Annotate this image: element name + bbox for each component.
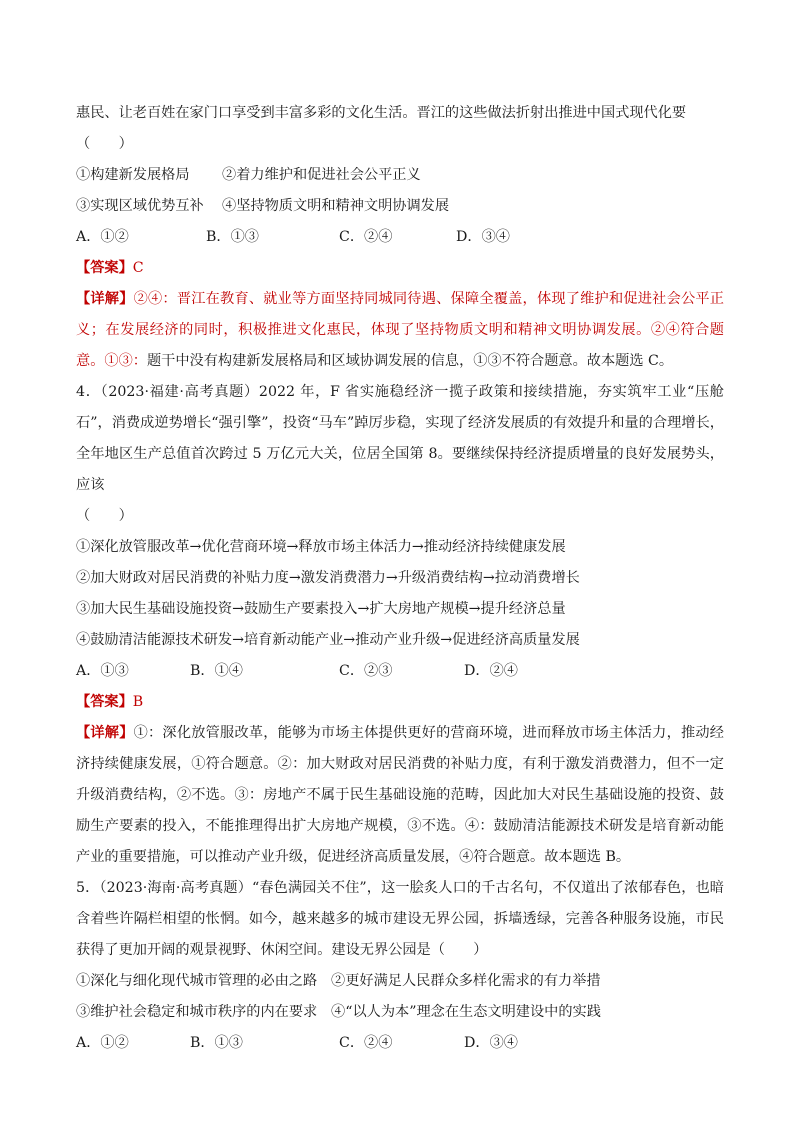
q4-choice-b: B．①④ [190,663,243,679]
q5-choices [76,1028,724,1059]
q5-options-row-1 [76,966,724,997]
q3-answer-value: C [132,260,144,276]
q3-answer-paren: （ ） [76,136,133,152]
q3-option-2: ②着力维护和促进社会公平正义 [222,167,421,183]
q5-option-1: ①深化与细化现代城市管理的必由之路 [76,973,318,989]
q4-choice-d: D．②④ [464,663,518,679]
q3-detail-red: ②④：晋江在教育、就业等方面坚持同城同待遇、保障全覆盖，体现了维护和促进社会公平正义；在发展经济的同时，积极推进文化惠民，体现了坚持物质文明和精神文明协调发展。②④符合题意。①③： [76,291,724,369]
q4-option-4: ④鼓励清洁能源技术研发→培育新动能产业→推动产业升级→促进经济高质量发展 [76,632,580,648]
q4-stem: 4．（2023·福建·高考真题）2022 年，F 省实施稳经济一揽子政策和接续措施，夯实筑牢工业“压舱石”，消费成逆势增长“强引擎”，投资“马车”踔厉步稳，实现了经济发展质的有效提升和量的合理增长，全年地区生产总值首次跨过 5 万亿元大关，位居全国第 8。要继续保持经济提质增量的良好发展势头，应该 [76,384,724,493]
q4-detail-tag: 【详解】 [76,725,134,741]
q5-stem: 5．（2023·海南·高考真题）“春色满园关不住”，这一脍炙人口的千古名句，不仅道出了浓郁春色，也暗含着些许隔栏相望的怅惘。如今，越来越多的城市建设无界公园，拆墙透绿，完善各种服务设施，市民获得了更加开阔的观景视野、休闲空间。建设无界公园是（ ） [76,880,724,958]
q3-option-3: ③实现区域优势互补 [76,198,204,214]
q5-choice-d: D．③④ [464,1035,518,1051]
q3-option-1: ①构建新发展格局 [76,167,190,183]
q4-option-3: ③加大民生基础设施投资→鼓励生产要素投入→扩大房地产规模→提升经济总量 [76,601,566,617]
q4-option-2: ②加大财政对居民消费的补贴力度→激发消费潜力→升级消费结构→拉动消费增长 [76,570,580,586]
q4-answer [76,687,724,718]
q5-option-4: ④“以人为本”理念在生态文明建设中的实践 [331,1004,601,1020]
q3-choice-d: D．③④ [456,229,510,245]
q4-detail [76,718,724,873]
q4-choice-c: C．②③ [339,663,393,679]
q3-choice-b: B．①③ [206,229,259,245]
q4-choices [76,656,724,687]
q3-stem-end: 惠民、让老百姓在家门口享受到丰富多彩的文化生活。晋江的这些做法折射出推进中国式现代化要 [76,105,687,121]
q3-options-row-1 [76,160,724,191]
document-page [76,98,724,1059]
q4-choice-a: A．①③ [76,663,129,679]
q4-answer-paren: （ ） [76,508,133,524]
q3-detail-black: 题干中没有构建新发展格局和区域协调发展的信息，①③不符合题意。故本题选 C。 [146,353,674,369]
q4-detail-text: ①：深化放管服改革，能够为市场主体提供更好的营商环境，进而释放市场主体活力，推动经济持续健康发展，①符合题意。②：加大财政对居民消费的补贴力度，有利于激发消费潜力，但不一定升级消费结构，②不选。③：房地产不属于民生基础设施的范畴，因此加大对民生基础设施的投资、鼓励生产要素的投入，不能推理得出扩大房地产规模，③不选。④：鼓励清洁能源技术研发是培育新动能产业的重要措施，可以推动产业升级，促进经济高质量发展，④符合题意。故本题选 B。 [76,725,724,865]
q3-answer [76,253,724,284]
q4-answer-tag: 【答案】 [76,694,133,710]
q3-option-4: ④坚持物质文明和精神文明协调发展 [222,198,450,214]
q3-choices [76,222,724,253]
q5-choice-a: A．①② [76,1035,129,1051]
q5-option-3: ③维护社会稳定和城市秩序的内在要求 [76,1004,318,1020]
q3-options-row-2 [76,191,724,222]
q3-detail-tag: 【详解】 [76,291,134,307]
q3-choice-a: A．①② [76,229,129,245]
q3-answer-tag: 【答案】 [76,260,133,276]
q3-detail [76,284,724,377]
q4-option-1: ①深化放管服改革→优化营商环境→释放市场主体活力→推动经济持续健康发展 [76,539,566,555]
q5-choice-b: B．①③ [190,1035,243,1051]
q5-option-2: ②更好满足人民群众多样化需求的有力举措 [331,973,601,989]
q3-choice-c: C．②④ [339,229,393,245]
q5-options-row-2 [76,997,724,1028]
q4-answer-value: B [132,694,144,710]
q5-choice-c: C．②④ [339,1035,393,1051]
